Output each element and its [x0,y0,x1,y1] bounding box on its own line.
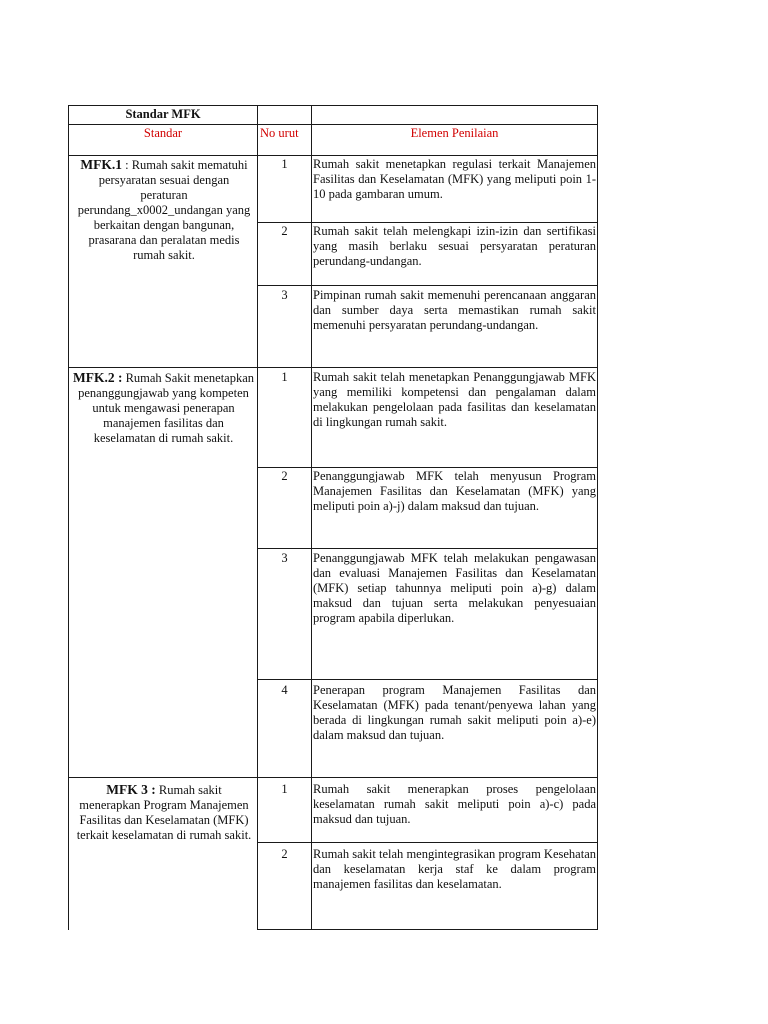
standard-mfk-3 [76,782,252,843]
standard-description: Rumah sakit mematuhi persyaratan sesuai dengan peraturan perundang_x0002_undangan yang berkaitan dengan bangunan, prasarana dan peralatan medis rumah sakit. [77,158,251,262]
item-number: 3 [281,288,288,302]
item-text: Penanggungjawab MFK telah melakukan pengawasan dan evaluasi Manajemen Fasilitas dan Keselamatan (MFK) setiap tahunnya meliputi poin a)-g) dalam maksud dan tujuan serta melakukan penyesuaian program apabila diperlukan. [313,551,596,625]
item-text: Penerapan program Manajemen Fasilitas dan Keselamatan (MFK) pada tenant/penyewa lahan yang berada di lingkungan rumah sakit meliputi poin a)-e) dalam maksud dan tujuan. [313,683,596,742]
table-title: Standar MFK [125,107,201,121]
item-text: Rumah sakit telah mengintegrasikan program Kesehatan dan keselamatan kerja staf ke dalam program manajemen fasilitas dan keselamatan. [313,847,596,891]
item-number: 1 [281,782,288,796]
item-number: 4 [281,683,288,697]
standard-description: Rumah Sakit menetapkan penanggungjawab yang kompeten untuk mengawasi penerapan manajemen fasilitas dan keselamatan di rumah sakit. [78,371,255,445]
header-standar: Standar [143,126,183,140]
standard-description: Rumah sakit menerapkan Program Manajemen Fasilitas dan Keselamatan (MFK) terkait keselamatan di rumah sakit. [76,783,252,842]
item-text: Rumah sakit menetapkan regulasi terkait Manajemen Fasilitas dan Keselamatan (MFK) yang meliputi poin 1-10 pada gambaran umum. [313,157,596,201]
item-text: Pimpinan rumah sakit memenuhi perencanaan anggaran dan sumber daya serta memastikan rumah sakit memenuhi persyaratan perundang-undangan. [313,288,596,332]
standard-code: MFK.2 : [72,370,123,385]
item-text: Rumah sakit menerapkan proses pengelolaan keselamatan rumah sakit meliputi poin a)-c) pada maksud dan tujuan. [313,782,596,826]
item-number: 2 [281,469,288,483]
standard-code: MFK 3 : [106,782,156,797]
item-number: 1 [281,157,288,171]
item-number: 2 [281,224,288,238]
standard-mfk-1 [76,157,252,263]
standard-code: MFK.1 [80,157,122,172]
item-text: Rumah sakit telah melengkapi izin-izin dan sertifikasi yang masih berlaku sesuai persyaratan peraturan perundang-undangan. [313,224,596,268]
item-number: 3 [281,551,288,565]
item-text: Rumah sakit telah menetapkan Penanggungjawab MFK yang memiliki kompetensi dan pengalaman dalam melakukan pengelolaan pada fasilitas dan keselamatan di lingkungan rumah sakit. [313,370,596,429]
standard-separator: : [121,158,132,172]
header-elemen-penilaian: Elemen Penilaian [410,126,499,140]
header-no-urut: No urut [260,126,299,140]
item-number: 2 [281,847,288,861]
standard-mfk-2 [72,370,255,446]
item-text: Penanggungjawab MFK telah menyusun Program Manajemen Fasilitas dan Keselamatan (MFK) yang meliputi poin a)-j) dalam maksud dan tujuan. [313,469,596,513]
item-number: 1 [281,370,288,384]
